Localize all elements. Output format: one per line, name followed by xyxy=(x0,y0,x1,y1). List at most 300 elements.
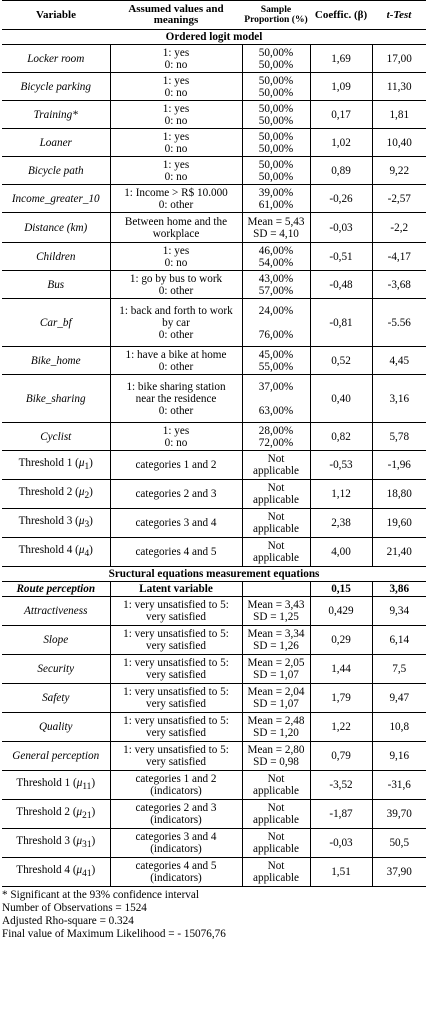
proportion-line: Not xyxy=(267,511,285,523)
table-row xyxy=(2,299,426,347)
variable-name: Distance (km) xyxy=(2,213,110,243)
meaning-cell xyxy=(110,858,242,887)
meaning-line: 1: Income > R$ 10.000 xyxy=(124,186,228,199)
variable-name: Threshold 2 $(\mu_2)$ xyxy=(2,480,110,509)
proportion-cell xyxy=(242,45,310,73)
proportion-line: 50,00% xyxy=(258,170,294,183)
meaning-line: 0: no xyxy=(164,256,188,269)
mu-subscript: 2 xyxy=(84,491,90,502)
proportion-line: Not xyxy=(267,773,285,785)
ttest-cell: 39,70 xyxy=(372,800,426,829)
proportion-line: 55,00% xyxy=(258,360,294,373)
meaning-line: 0: other xyxy=(158,198,194,211)
proportion-line: 50,00% xyxy=(258,46,294,59)
mu-subscript: 41 xyxy=(82,869,92,880)
section-structural: Sructural equations measurement equations xyxy=(2,567,426,582)
coef-cell: 0,15 xyxy=(310,582,372,597)
variable-name: Bicycle parking xyxy=(2,73,110,101)
meaning-cell xyxy=(110,626,242,655)
table-row xyxy=(2,684,426,713)
threshold-label: Threshold 3 xyxy=(18,514,73,527)
variable-name: Bicycle path xyxy=(2,157,110,185)
threshold-label: Threshold 4 xyxy=(16,863,71,876)
proportion-line: 24,00% xyxy=(258,304,294,317)
ttest-cell: 21,40 xyxy=(372,538,426,567)
meaning-cell: categories 4 and 5 xyxy=(110,538,242,567)
meaning-line: Between home and the xyxy=(124,215,228,228)
coef-cell: 1,22 xyxy=(310,713,372,742)
meaning-cell: categories 1 and 2 xyxy=(110,451,242,480)
ttest-cell: 11,30 xyxy=(372,73,426,101)
coef-cell: 0,52 xyxy=(310,347,372,375)
meaning-cell xyxy=(110,271,242,299)
proportion-cell xyxy=(242,538,310,567)
header-variable: Variable xyxy=(2,1,110,30)
proportion-line: Not xyxy=(267,482,285,494)
proportion-line: Mean = 2,04 xyxy=(247,686,305,698)
ttest-cell: 50,5 xyxy=(372,829,426,858)
coef-cell: 0,429 xyxy=(310,597,372,626)
meaning-line: 1: very unsatisfied to 5: xyxy=(123,628,229,640)
proportion-line: Not xyxy=(267,453,285,465)
meaning-cell xyxy=(110,597,242,626)
meaning-line: categories 3 and 4 xyxy=(135,831,217,843)
table-row xyxy=(2,347,426,375)
proportion-line: 50,00% xyxy=(258,58,294,71)
meaning-line: very satisfied xyxy=(146,756,206,768)
table-row xyxy=(2,451,426,480)
variable-name: Threshold 3 $(\mu_3)$ xyxy=(2,509,110,538)
proportion-line: applicable xyxy=(253,872,299,884)
ttest-cell: -5.56 xyxy=(372,299,426,347)
ttest-cell: 37,90 xyxy=(372,858,426,887)
proportion-cell xyxy=(242,684,310,713)
proportion-cell xyxy=(242,742,310,771)
table-row xyxy=(2,771,426,800)
meaning-line: categories 1 and 2 xyxy=(135,773,217,785)
meaning-cell xyxy=(110,347,242,375)
meaning-line: 1: yes xyxy=(162,244,190,257)
header-ttest: t-Test xyxy=(372,1,426,30)
meaning-cell xyxy=(110,101,242,129)
meaning-cell xyxy=(110,655,242,684)
proportion-line: 46,00% xyxy=(258,244,294,257)
meaning-line: 1: yes xyxy=(162,102,190,115)
table-row xyxy=(2,213,426,243)
variable-name: Income_greater_10 xyxy=(2,185,110,213)
meaning-line: 0: other xyxy=(158,328,194,341)
proportion-line: 54,00% xyxy=(258,256,294,269)
proportion-line: applicable xyxy=(253,523,299,535)
coef-cell: 2,38 xyxy=(310,509,372,538)
table-row xyxy=(2,375,426,423)
meaning-line: 0: no xyxy=(164,436,188,449)
meaning-cell xyxy=(110,45,242,73)
variable-name: Threshold 1 $(\mu_1)$ xyxy=(2,451,110,480)
proportion-cell xyxy=(242,299,310,347)
meaning-cell xyxy=(110,800,242,829)
threshold-label: Threshold 3 xyxy=(16,834,71,847)
coef-cell: 0,79 xyxy=(310,742,372,771)
footnote: Number of Observations = 1524 xyxy=(2,902,147,914)
coef-cell: 1,51 xyxy=(310,858,372,887)
ttest-cell: 7,5 xyxy=(372,655,426,684)
ttest-cell: -2,2 xyxy=(372,213,426,243)
proportion-cell xyxy=(242,858,310,887)
meaning-line: 1: very unsatisfied to 5: xyxy=(123,599,229,611)
mu-subscript: 3 xyxy=(84,520,90,531)
proportion-line: 50,00% xyxy=(258,102,294,115)
table-row xyxy=(2,423,426,451)
coef-cell: 1,44 xyxy=(310,655,372,684)
ttest-cell: 9,34 xyxy=(372,597,426,626)
proportion-cell xyxy=(242,655,310,684)
table-row xyxy=(2,829,426,858)
meaning-cell xyxy=(110,299,242,347)
coef-cell: 0,17 xyxy=(310,101,372,129)
meaning-line: 0: other xyxy=(158,404,194,417)
table-row xyxy=(2,858,426,887)
variable-name: Training* xyxy=(2,101,110,129)
table-row xyxy=(2,73,426,101)
table-row xyxy=(2,597,426,626)
threshold-label: Threshold 1 xyxy=(16,776,71,789)
proportion-line: 43,00% xyxy=(258,272,294,285)
meaning-line: by car xyxy=(162,316,190,329)
threshold-label: Threshold 4 xyxy=(18,543,73,556)
ttest-cell: -2,57 xyxy=(372,185,426,213)
proportion-line: Mean = 2,48 xyxy=(247,715,305,727)
header-coef: Coeffic. (β) xyxy=(310,1,372,30)
variable-name: Bike_home xyxy=(2,347,110,375)
meaning-line: 1: back and forth to work xyxy=(119,304,233,317)
variable-name: Threshold 4 $(\mu_{41})$ xyxy=(2,858,110,887)
mu-subscript: 1 xyxy=(84,462,90,473)
coef-cell: -0,48 xyxy=(310,271,372,299)
coef-cell: -0,81 xyxy=(310,299,372,347)
header-row xyxy=(2,1,426,30)
coef-cell: -0,51 xyxy=(310,243,372,271)
proportion-line: 28,00% xyxy=(258,424,294,437)
proportion-line: 37,00% xyxy=(258,380,294,393)
proportion-cell xyxy=(242,423,310,451)
meaning-line: very satisfied xyxy=(146,727,206,739)
variable-name: Threshold 3 $(\mu_{31})$ xyxy=(2,829,110,858)
proportion-cell xyxy=(242,582,310,597)
proportion-line: applicable xyxy=(253,843,299,855)
table-row xyxy=(2,626,426,655)
meaning-line: 1: yes xyxy=(162,46,190,59)
meaning-line: near the residence xyxy=(135,392,217,405)
proportion-line: Not xyxy=(267,540,285,552)
table-row xyxy=(2,45,426,73)
meaning-line: 1: have a bike at home xyxy=(125,348,227,361)
proportion-cell xyxy=(242,185,310,213)
proportion-cell xyxy=(242,73,310,101)
header-meanings: Assumed values and meanings xyxy=(110,1,242,30)
mu-subscript: 4 xyxy=(84,549,90,560)
mu-subscript: 11 xyxy=(82,782,92,793)
footnote: Final value of Maximum Likelihood = - 15076,76 xyxy=(2,928,226,940)
footnote: Adjusted Rho-square = 0.324 xyxy=(2,915,134,927)
proportion-cell xyxy=(242,157,310,185)
variable-name: Children xyxy=(2,243,110,271)
proportion-line: applicable xyxy=(253,494,299,506)
meaning-line: very satisfied xyxy=(146,669,206,681)
variable-name: Threshold 4 $(\mu_4)$ xyxy=(2,538,110,567)
proportion-line: applicable xyxy=(253,785,299,797)
variable-name: Safety xyxy=(2,684,110,713)
proportion-line: SD = 1,07 xyxy=(253,669,299,681)
ttest-cell: -4,17 xyxy=(372,243,426,271)
proportion-cell xyxy=(242,243,310,271)
proportion-cell xyxy=(242,375,310,423)
variable-name: Route perception xyxy=(2,582,110,597)
coef-cell: 0,40 xyxy=(310,375,372,423)
variable-name: Bike_sharing xyxy=(2,375,110,423)
proportion-cell xyxy=(242,213,310,243)
meaning-cell xyxy=(110,243,242,271)
coef-cell: -0,03 xyxy=(310,213,372,243)
proportion-line: Mean = 2,05 xyxy=(247,657,305,669)
meaning-line: 0: no xyxy=(164,142,188,155)
threshold-label: Threshold 2 xyxy=(18,485,73,498)
meaning-line: 0: no xyxy=(164,86,188,99)
meaning-cell xyxy=(110,129,242,157)
ttest-cell: 9,16 xyxy=(372,742,426,771)
table-row xyxy=(2,129,426,157)
coef-cell: -0,03 xyxy=(310,829,372,858)
proportion-line: SD = 1,07 xyxy=(253,698,299,710)
proportion-line: 50,00% xyxy=(258,86,294,99)
table-row xyxy=(2,101,426,129)
proportion-line: Not xyxy=(267,860,285,872)
proportion-line: 50,00% xyxy=(258,130,294,143)
mu-subscript: 31 xyxy=(82,840,92,851)
threshold-label: Threshold 2 xyxy=(16,805,71,818)
coef-cell: -0,53 xyxy=(310,451,372,480)
meaning-cell: Latent variable xyxy=(110,582,242,597)
meaning-line: 1: very unsatisfied to 5: xyxy=(123,686,229,698)
table-row xyxy=(2,509,426,538)
variable-name: General perception xyxy=(2,742,110,771)
meaning-line: (indicators) xyxy=(150,814,202,826)
proportion-line: applicable xyxy=(253,814,299,826)
ttest-cell: 4,45 xyxy=(372,347,426,375)
proportion-line: Mean = 3,34 xyxy=(247,628,305,640)
proportion-line: SD = 0,98 xyxy=(253,756,299,768)
meaning-line: very satisfied xyxy=(146,611,206,623)
variable-name: Threshold 1 $(\mu_{11})$ xyxy=(2,771,110,800)
meaning-line: 1: yes xyxy=(162,130,190,143)
table-row xyxy=(2,185,426,213)
coef-cell: 1,02 xyxy=(310,129,372,157)
ttest-cell: -31,6 xyxy=(372,771,426,800)
meaning-line: 1: yes xyxy=(162,74,190,87)
proportion-line: applicable xyxy=(253,465,299,477)
table-row xyxy=(2,538,426,567)
proportion-line: Mean = 3,43 xyxy=(247,599,305,611)
meaning-cell xyxy=(110,684,242,713)
meaning-line: 0: other xyxy=(158,360,194,373)
footnotes xyxy=(0,889,438,941)
coef-cell: 1,12 xyxy=(310,480,372,509)
proportion-line: 50,00% xyxy=(258,114,294,127)
proportion-cell xyxy=(242,509,310,538)
meaning-cell xyxy=(110,213,242,243)
ttest-cell: 5,78 xyxy=(372,423,426,451)
proportion-line: applicable xyxy=(253,552,299,564)
ttest-cell: 1,81 xyxy=(372,101,426,129)
meaning-line: 1: yes xyxy=(162,424,190,437)
meaning-cell: categories 2 and 3 xyxy=(110,480,242,509)
proportion-line: 61,00% xyxy=(258,198,294,211)
ttest-cell: 3,16 xyxy=(372,375,426,423)
meaning-line: very satisfied xyxy=(146,640,206,652)
proportion-line: SD = 1,25 xyxy=(253,611,299,623)
meaning-line: very satisfied xyxy=(146,698,206,710)
variable-name: Cyclist xyxy=(2,423,110,451)
threshold-label: Threshold 1 xyxy=(18,456,73,469)
meaning-cell xyxy=(110,742,242,771)
footnote: * Significant at the 93% confidence interval xyxy=(2,889,199,901)
meaning-line: 1: go by bus to work xyxy=(129,272,223,285)
meaning-line: 0: no xyxy=(164,170,188,183)
proportion-line: 50,00% xyxy=(258,142,294,155)
coef-cell: -3,52 xyxy=(310,771,372,800)
meaning-line: workplace xyxy=(152,227,200,240)
ttest-cell: 9,47 xyxy=(372,684,426,713)
ttest-cell: 10,40 xyxy=(372,129,426,157)
proportion-cell xyxy=(242,829,310,858)
proportion-cell xyxy=(242,597,310,626)
proportion-cell xyxy=(242,626,310,655)
proportion-line: 50,00% xyxy=(258,158,294,171)
ttest-cell: 10,8 xyxy=(372,713,426,742)
meaning-cell: categories 3 and 4 xyxy=(110,509,242,538)
meaning-cell xyxy=(110,771,242,800)
proportion-line: 63,00% xyxy=(258,404,294,417)
proportion-cell xyxy=(242,101,310,129)
coef-cell: 1,09 xyxy=(310,73,372,101)
meaning-line: 0: no xyxy=(164,114,188,127)
header-proportion: Sample Proportion (%) xyxy=(242,1,310,30)
proportion-line: Mean = 2,80 xyxy=(247,744,305,756)
meaning-line: 0: no xyxy=(164,58,188,71)
meaning-cell xyxy=(110,73,242,101)
meaning-cell xyxy=(110,375,242,423)
meaning-cell xyxy=(110,423,242,451)
mu-subscript: 21 xyxy=(82,811,92,822)
proportion-line: Not xyxy=(267,802,285,814)
proportion-line: Mean = 5,43 xyxy=(247,215,305,228)
meaning-line: 1: very unsatisfied to 5: xyxy=(123,744,229,756)
meaning-line: 1: yes xyxy=(162,158,190,171)
meaning-line: 0: other xyxy=(158,284,194,297)
table-row xyxy=(2,655,426,684)
coef-cell: 4,00 xyxy=(310,538,372,567)
proportion-line: SD = 4,10 xyxy=(253,227,299,240)
coef-cell: 1,69 xyxy=(310,45,372,73)
table-row xyxy=(2,713,426,742)
proportion-line: 50,00% xyxy=(258,74,294,87)
ttest-cell: 9,22 xyxy=(372,157,426,185)
ttest-cell: 3,86 xyxy=(372,582,426,597)
meaning-line: categories 2 and 3 xyxy=(135,802,217,814)
proportion-line: 45,00% xyxy=(258,348,294,361)
meaning-cell xyxy=(110,185,242,213)
proportion-line: 72,00% xyxy=(258,436,294,449)
proportion-line: 76,00% xyxy=(258,328,294,341)
coef-cell: 1,79 xyxy=(310,684,372,713)
ttest-cell: 6,14 xyxy=(372,626,426,655)
meaning-cell xyxy=(110,157,242,185)
meaning-line: (indicators) xyxy=(150,872,202,884)
coef-cell: 0,89 xyxy=(310,157,372,185)
variable-name: Car_bf xyxy=(2,299,110,347)
meaning-line: 1: very unsatisfied to 5: xyxy=(123,657,229,669)
meaning-line: categories 4 and 5 xyxy=(135,860,217,872)
ttest-cell: 19,60 xyxy=(372,509,426,538)
table-row xyxy=(2,742,426,771)
variable-name: Locker room xyxy=(2,45,110,73)
variable-name: Security xyxy=(2,655,110,684)
variable-name: Attractiveness xyxy=(2,597,110,626)
section-ordered-logit: Ordered logit model xyxy=(2,30,426,45)
results-table xyxy=(2,0,426,887)
meaning-cell xyxy=(110,829,242,858)
variable-name: Slope xyxy=(2,626,110,655)
meaning-line: 1: very unsatisfied to 5: xyxy=(123,715,229,727)
variable-name: Threshold 2 $(\mu_{21})$ xyxy=(2,800,110,829)
table-row xyxy=(2,243,426,271)
coef-cell: -1,87 xyxy=(310,800,372,829)
ttest-cell: 17,00 xyxy=(372,45,426,73)
table-row-route xyxy=(2,582,426,597)
table-row xyxy=(2,800,426,829)
table-row xyxy=(2,157,426,185)
meaning-line: (indicators) xyxy=(150,843,202,855)
variable-name: Loaner xyxy=(2,129,110,157)
variable-name: Quality xyxy=(2,713,110,742)
proportion-line: SD = 1,26 xyxy=(253,640,299,652)
proportion-line: SD = 1,20 xyxy=(253,727,299,739)
proportion-cell xyxy=(242,129,310,157)
meaning-line: (indicators) xyxy=(150,785,202,797)
proportion-cell xyxy=(242,480,310,509)
proportion-line: 57,00% xyxy=(258,284,294,297)
ttest-cell: -3,68 xyxy=(372,271,426,299)
meaning-cell xyxy=(110,713,242,742)
table-row xyxy=(2,480,426,509)
proportion-cell xyxy=(242,451,310,480)
variable-name: Bus xyxy=(2,271,110,299)
proportion-line: 39,00% xyxy=(258,186,294,199)
proportion-line: Not xyxy=(267,831,285,843)
proportion-cell xyxy=(242,271,310,299)
proportion-cell xyxy=(242,800,310,829)
ttest-cell: 18,80 xyxy=(372,480,426,509)
proportion-cell xyxy=(242,771,310,800)
meaning-line: 1: bike sharing station xyxy=(126,380,226,393)
ttest-cell: -1,96 xyxy=(372,451,426,480)
coef-cell: 0,29 xyxy=(310,626,372,655)
coef-cell: 0,82 xyxy=(310,423,372,451)
table-row xyxy=(2,271,426,299)
proportion-cell xyxy=(242,713,310,742)
coef-cell: -0,26 xyxy=(310,185,372,213)
proportion-cell xyxy=(242,347,310,375)
